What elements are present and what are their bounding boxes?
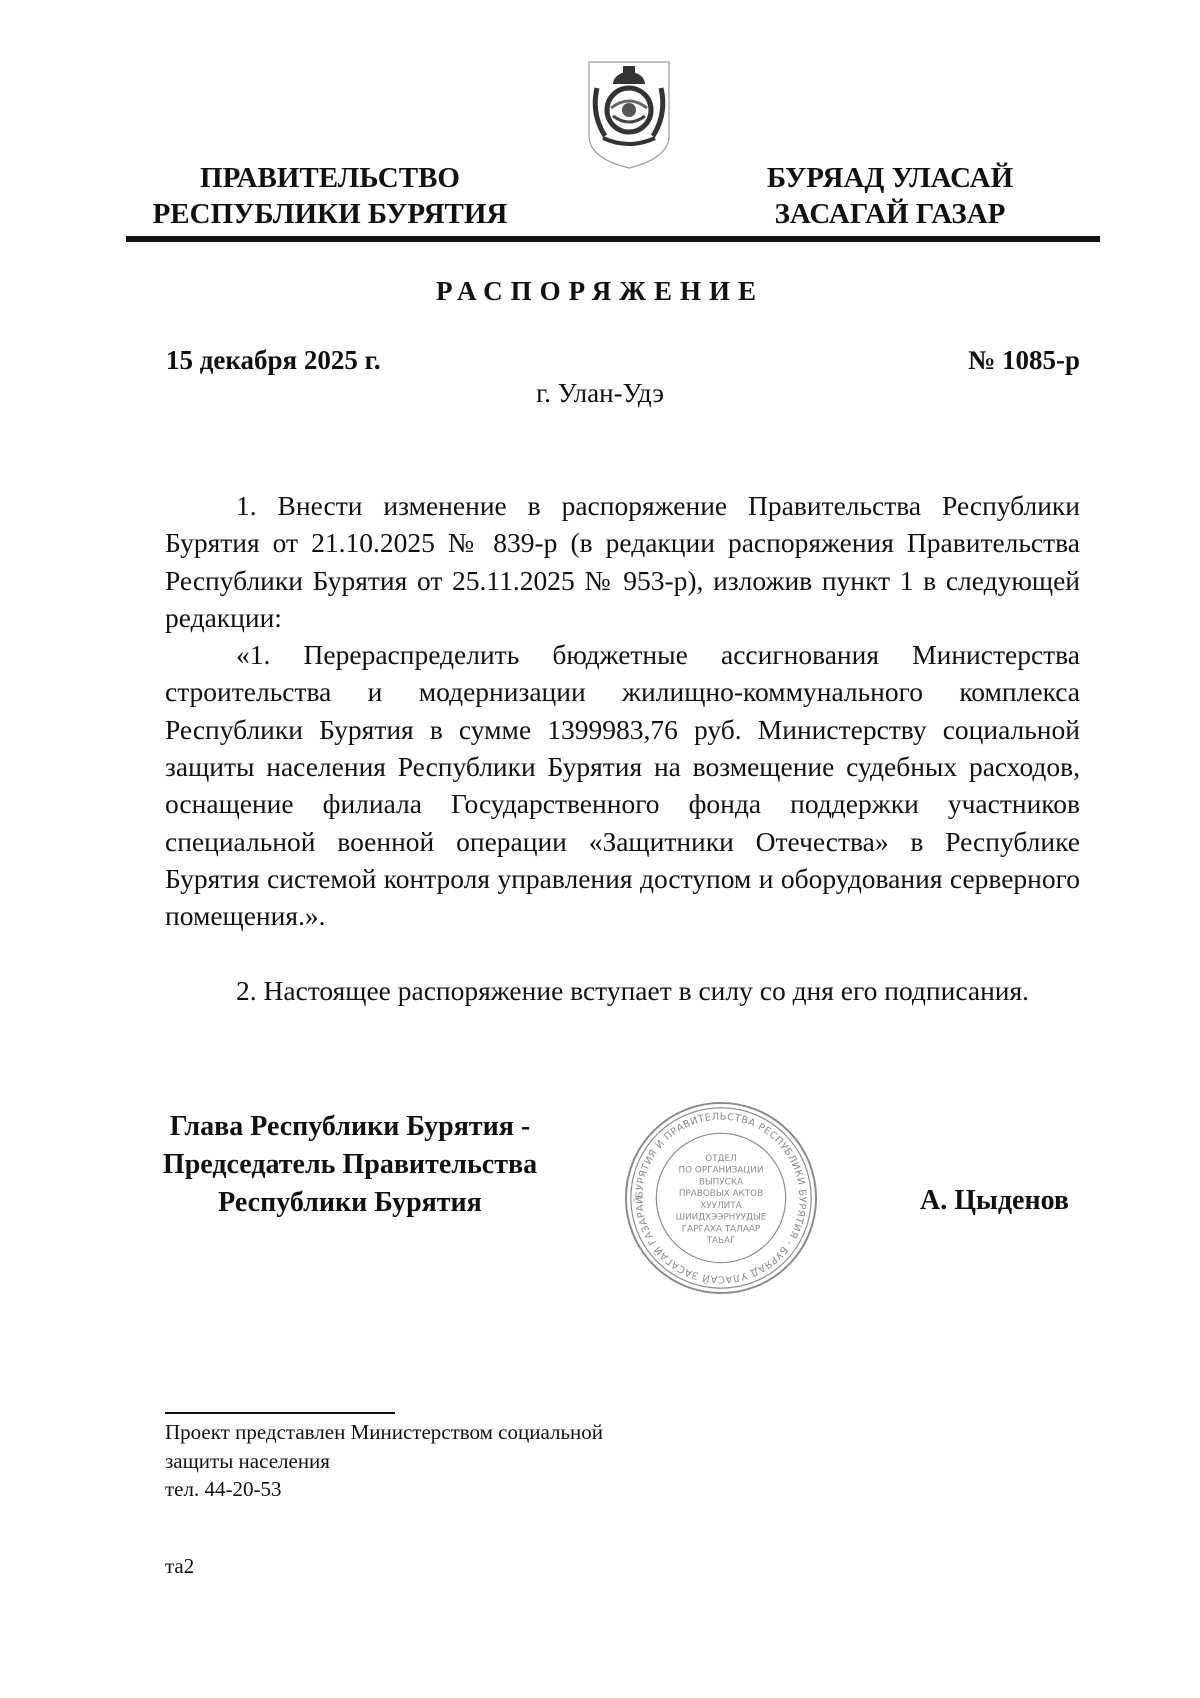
header-divider xyxy=(126,236,1100,242)
document-type: РАСПОРЯЖЕНИЕ xyxy=(435,276,765,306)
signatory-title xyxy=(140,1108,560,1222)
footnote-line: защиты населения xyxy=(165,1448,330,1473)
paragraph: 2. Настоящее распоряжение вступает в силу со дня его подписания. xyxy=(236,974,1030,1006)
seal-ring-text: БУРЯТИЯ И ПРАВИТЕЛЬСТВА РЕСПУБЛИКИ БУРЯТИЯ · БУРЯАД УЛАСАЙ ЗАСАГАЙ ГАЗАРАЙ xyxy=(634,1111,808,1285)
footnote-divider xyxy=(165,1412,395,1414)
paragraph: 1. Внести изменение в распоряжение Правительства Республики Бурятия от 21.10.2025 № 839-р (в редакции распоряжения Правительства Республики Бурятия от 25.11.2025 № 953-р), изложив пункт 1 в следующей редакции: xyxy=(165,490,1080,633)
footnote-line: Проект представлен Министерством социальной xyxy=(165,1420,604,1444)
signatory-title-line: Председатель Правительства xyxy=(162,1149,538,1180)
seal-center-line: ГАРГАХА ТАЛААР xyxy=(681,1224,761,1235)
seal-center-line: ТАЬАГ xyxy=(706,1236,736,1247)
signatory-title-line: Глава Республики Бурятия - xyxy=(169,1111,531,1142)
signatory-name: А. Цыденов xyxy=(920,1185,1070,1216)
header-left-line: ПРАВИТЕЛЬСТВО xyxy=(200,162,460,194)
seal-center-line: ШИИДХЭЭРНУУДЫЕ xyxy=(675,1212,767,1223)
header-right xyxy=(720,160,1060,232)
footnote xyxy=(165,1418,603,1504)
coat-of-arms-icon xyxy=(583,58,675,170)
header-left xyxy=(140,160,520,232)
document-code: та2 xyxy=(165,1554,195,1578)
seal-center-line: ПРАВОВЫХ АКТОВ xyxy=(678,1189,764,1200)
seal-center-line: ОТДЕЛ xyxy=(705,1153,737,1164)
seal-center-line: ПО ОРГАНИЗАЦИИ xyxy=(678,1165,764,1176)
footnote-line: тел. 44-20-53 xyxy=(165,1477,282,1501)
document-body xyxy=(165,487,1080,1009)
header-right-line: БУРЯАД УЛАСАЙ xyxy=(766,162,1014,194)
official-seal-icon xyxy=(623,1100,819,1296)
header-left-line: РЕСПУБЛИКИ БУРЯТИЯ xyxy=(152,198,508,230)
signatory-title-line: Республики Бурятия xyxy=(218,1187,482,1218)
document-number: № 1085-р xyxy=(968,345,1080,375)
paragraph: «1. Перераспределить бюджетные ассигнования Министерства строительства и модернизации жилищно-коммунального комплекса Республики Бурятия в сумме 1399983,76 руб. Министерству социальной защиты населения Республики Бурятия на возмещение судебных расходов, оснащение филиала Государственного фонда поддержки участников специальной военной операции «Защитники Отечества» в Республике Бурятия системой контроля управления доступом и оборудования серверного помещения.». xyxy=(165,639,1080,932)
seal-center-line: ВЫПУСКА xyxy=(698,1177,744,1188)
header-right-line: ЗАСАГАЙ ГАЗАР xyxy=(774,198,1006,230)
document-city: г. Улан-Удэ xyxy=(536,378,664,408)
document-date: 15 декабря 2025 г. xyxy=(166,345,381,375)
seal-center-line: ХУУЛИТА xyxy=(700,1200,742,1211)
